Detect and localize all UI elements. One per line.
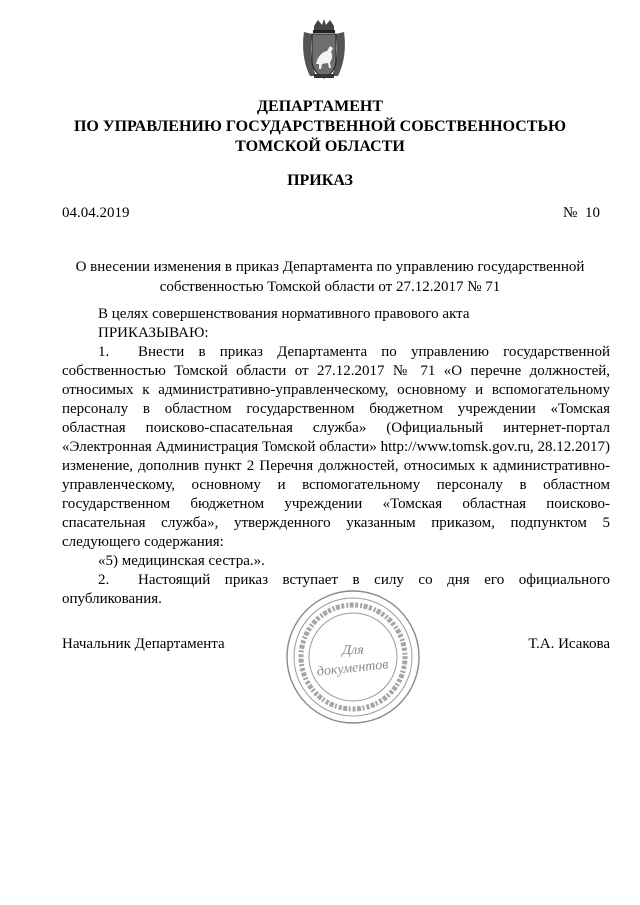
header-line-3: ТОМСКОЙ ОБЛАСТИ [235, 138, 405, 155]
order-body [62, 305, 610, 609]
order-date: 04.04.2019 [62, 205, 130, 221]
signer-position: Начальник Департамента [62, 636, 225, 652]
order-subject [60, 257, 600, 297]
department-header [0, 97, 640, 157]
item-1-number: 1. [98, 344, 110, 360]
command-paragraph: ПРИКАЗЫВАЮ: [98, 325, 209, 341]
order-title: ПРИКАЗ [287, 172, 353, 189]
header-line-2: ПО УПРАВЛЕНИЮ ГОСУДАРСТВЕННОЙ СОБСТВЕННОСТЬЮ [73, 118, 567, 135]
order-number: № 10 [562, 205, 600, 221]
signer-name: Т.А. Исакова [528, 636, 610, 652]
intro-paragraph: В целях совершенствования нормативного правового акта [98, 306, 470, 322]
item-2-text: Настоящий приказ вступает в силу со дня его официального опубликования. [62, 572, 610, 607]
subject-line-2: собственностью Томской области от 27.12.2017 № 71 [159, 279, 501, 295]
header-line-1: ДЕПАРТАМЕНТ [257, 98, 383, 115]
item-2-number: 2. [98, 572, 110, 588]
stamp-text-2: документов [316, 657, 390, 680]
quote-paragraph: «5) медицинская сестра.». [98, 553, 265, 569]
coat-of-arms-icon [300, 18, 348, 82]
official-stamp [284, 588, 422, 726]
stamp-text-1: Для [342, 643, 364, 658]
subject-line-1: О внесении изменения в приказ Департамента по управлению государственной [75, 259, 585, 275]
item-1-text: Внести в приказ Департамента по управлению государственной собственностью Томской области от 27.12.2017 № 71 «О перечне должностей, относимых к административно-управленческому, основному и вспомогательному персоналу в областном государственном бюджетном учреждении «Томская областная поисково-спасательная служба» (Официальный интернет-портал «Электронная Администрация Томской области» http://www.tomsk.gov.ru, 28.12.2017) изменение, дополнив пункт 2 Перечня должностей, относимых к административно-управленческому, основному и вспомогательному персоналу в областном государственном бюджетном учреждении «Томская областная поисково-спасательная служба», утвержденного указанным приказом, подпунктом 5 следующего содержания: [62, 344, 610, 550]
item-1 [62, 343, 610, 552]
